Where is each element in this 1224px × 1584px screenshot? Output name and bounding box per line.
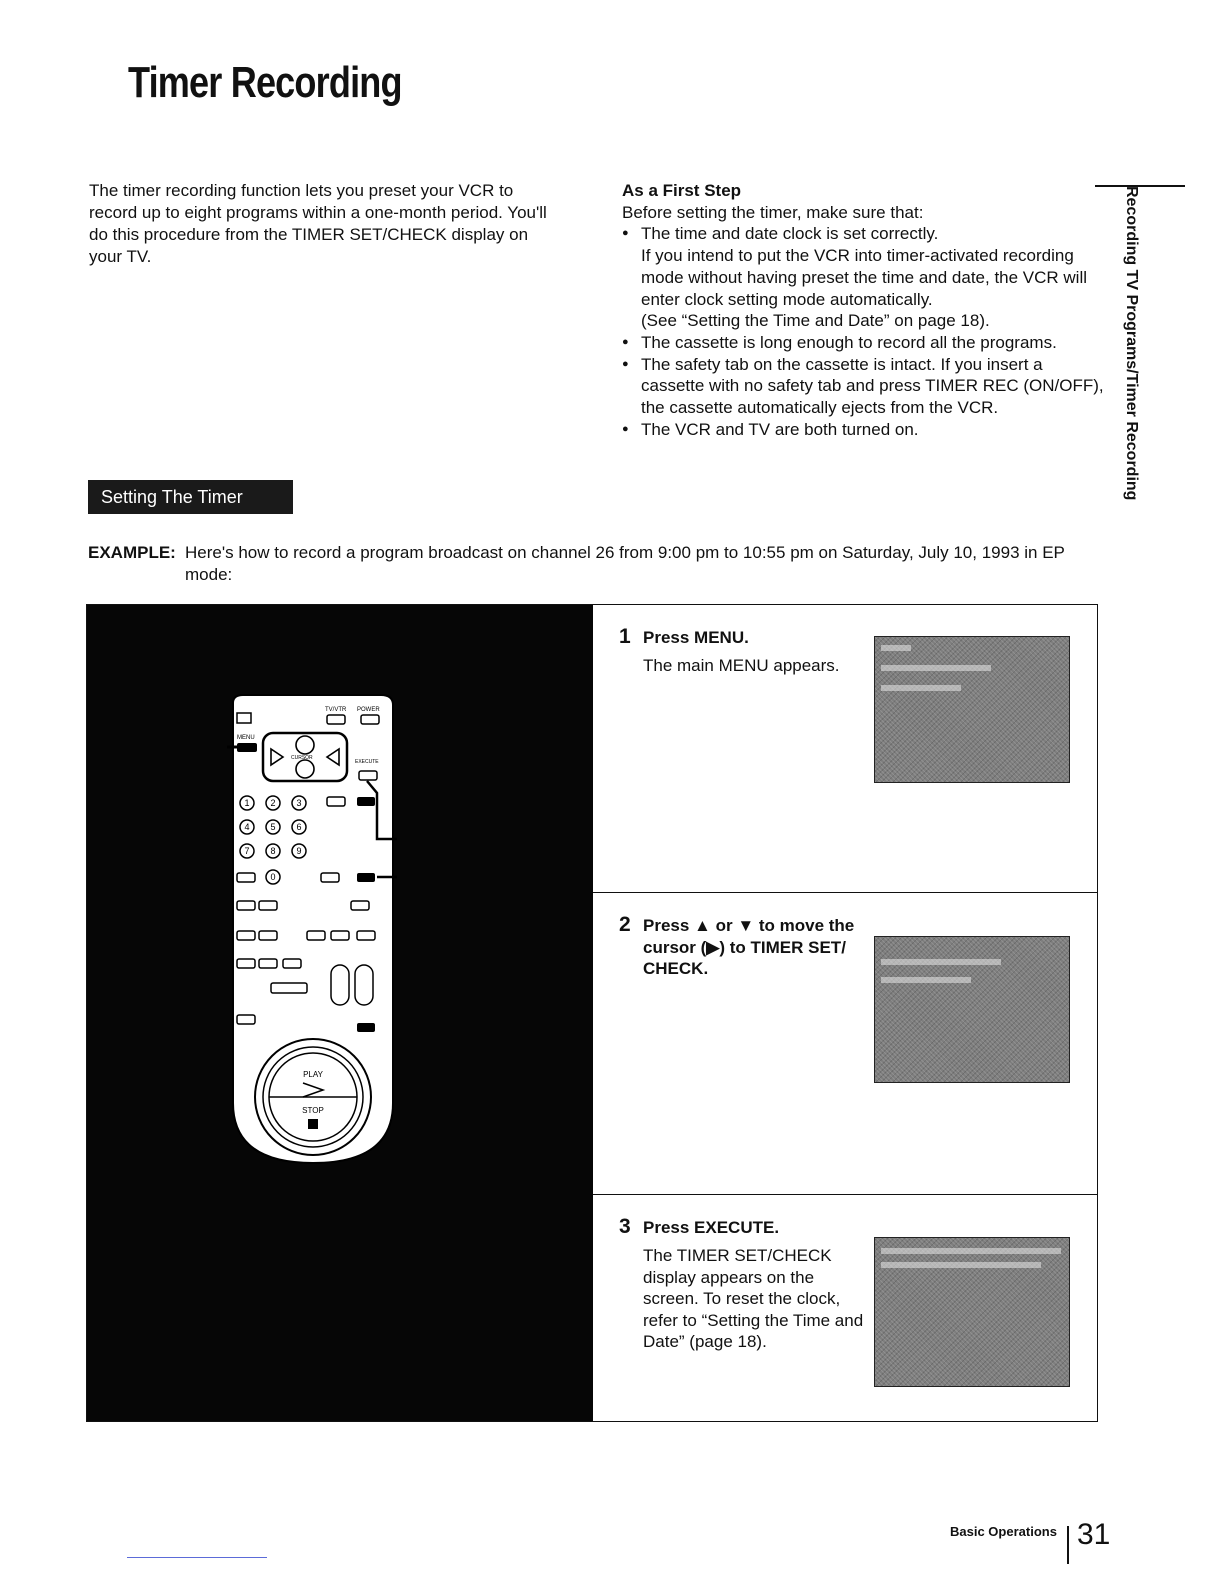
step-heading: Press ▲ or ▼ to move the cursor (▶) to TIMER SET/ CHECK.	[643, 916, 855, 978]
step-2	[593, 893, 1098, 1195]
first-step-heading: As a First Step	[622, 181, 742, 200]
page-number: 31	[1077, 1518, 1111, 1551]
remote-control-illustration	[227, 693, 407, 1173]
first-step-section	[622, 180, 1107, 440]
tv-screen-image	[874, 1237, 1070, 1387]
list-item	[622, 223, 1107, 332]
chapter-side-tab	[1118, 186, 1140, 516]
list-item	[622, 419, 1107, 441]
key-label: 3	[296, 798, 302, 808]
cursor-label: CURSOR	[291, 755, 313, 761]
prerequisite-list	[622, 223, 1107, 440]
step-number: 1	[619, 625, 631, 648]
bullet-note: If you intend to put the VCR into timer-activated recording mode without having preset the time and date, the VCR will enter clock setting mode automatically.	[641, 246, 1088, 309]
side-tab-rule	[1095, 185, 1185, 187]
step-description: The TIMER SET/CHECK display appears on the screen. To reset the clock, refer to “Setting the Time and Date” (page 18).	[643, 1246, 864, 1351]
list-item	[622, 354, 1107, 419]
key-label: 5	[270, 822, 276, 832]
bullet-reference: (See “Setting the Time and Date” on page 18).	[641, 311, 990, 331]
tvvtr-label: TV/VTR	[325, 707, 347, 713]
first-step-lead: Before setting the timer, make sure that:	[622, 202, 924, 222]
example-label: EXAMPLE:	[88, 543, 176, 562]
key-label: 9	[296, 846, 302, 856]
bullet-text: ● The time and date clock is set correctly.	[641, 224, 939, 244]
key-label: 1	[244, 798, 250, 808]
step-heading: Press MENU.	[643, 628, 749, 647]
power-label: POWER	[357, 707, 380, 713]
step-number: 2	[619, 913, 631, 936]
key-label: 6	[296, 822, 302, 832]
bullet-text: ● The safety tab on the cassette is intact. If you insert a cassette with no safety tab and press TIMER REC (ON/OFF), the cassette automatically ejects from the VCR.	[641, 354, 1104, 418]
menu-label: MENU	[237, 735, 255, 741]
footer-rule	[1067, 1526, 1069, 1564]
footer-section-name: Basic Operations	[950, 1524, 1057, 1539]
step-description: The main MENU appears.	[643, 656, 840, 675]
stop-label: STOP	[302, 1106, 324, 1115]
key-label: 2	[270, 798, 276, 808]
tv-screen-image	[874, 936, 1070, 1083]
steps-panel	[86, 604, 1098, 1422]
execute-label: EXECUTE	[355, 759, 379, 765]
bullet-text: ● The VCR and TV are both turned on.	[641, 419, 919, 439]
example-text: Here's how to record a program broadcast on channel 26 from 9:00 pm to 10:55 pm on Saturday, July 10, 1993 in EP mode:	[185, 543, 1065, 584]
step-3	[593, 1195, 1098, 1423]
step-1	[593, 605, 1098, 893]
intro-paragraph: The timer recording function lets you preset your VCR to record up to eight programs within a one-month period. You'll do this procedure from the TIMER SET/CHECK display on your TV.	[89, 181, 547, 266]
key-label: 0	[270, 872, 276, 882]
key-label: 7	[244, 846, 250, 856]
section-heading-badge: Setting The Timer	[88, 480, 293, 514]
key-label: 8	[270, 846, 276, 856]
list-item	[622, 332, 1107, 354]
bullet-text: ● The cassette is long enough to record all the programs.	[641, 332, 1057, 352]
tv-screen-image	[874, 636, 1070, 783]
step-number: 3	[619, 1215, 631, 1238]
step-heading: Press EXECUTE.	[643, 1218, 780, 1237]
key-label: 4	[244, 822, 250, 832]
play-label: PLAY	[303, 1070, 323, 1079]
page-title: Timer Recording	[128, 58, 402, 107]
footer-link-line	[127, 1557, 267, 1558]
example-block	[88, 542, 1098, 586]
remote-illustration-area	[87, 605, 593, 1421]
chapter-side-tab-label: Recording TV Programs/Timer Recording	[1123, 186, 1140, 501]
